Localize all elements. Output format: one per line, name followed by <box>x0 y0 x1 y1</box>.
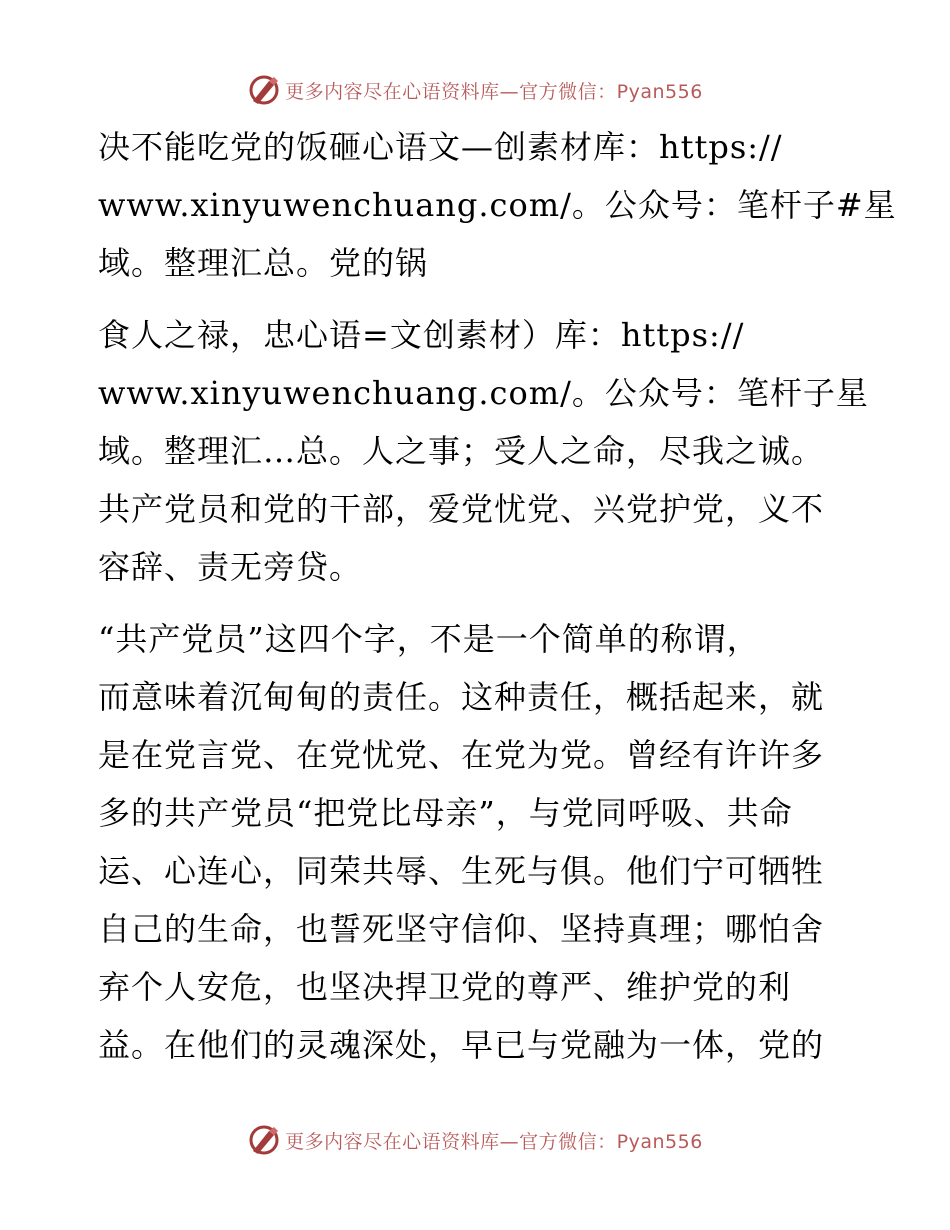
text-line: www.xinyuwenchuang.com/。公众号：笔杆子星 <box>98 374 869 412</box>
text-line: 决不能吃党的饭砸心语文—创素材库：https:// <box>98 128 783 166</box>
paragraph-3 <box>98 610 858 1074</box>
paragraph-2 <box>98 306 869 596</box>
footer-banner-text: 更多内容尽在心语资料库—官方微信：Pyan556 <box>285 1130 703 1153</box>
text-line: 自己的生命，也誓死坚守信仰、坚持真理；哪怕舍 <box>98 910 825 948</box>
text-line: 域。整理汇总。党的锅 <box>98 244 429 282</box>
text-line: 共产党员和党的干部，爱党忧党、兴党护党，义不 <box>98 490 825 528</box>
text-line: 多的共产党员“把党比母亲”，与党同呼吸、共命 <box>98 794 793 832</box>
document-body <box>98 118 897 1088</box>
text-line: 容辞、责无旁贷。 <box>98 548 363 586</box>
text-line: 域。整理汇…总。人之事；受人之命，尽我之诚。 <box>98 432 825 470</box>
text-line: “共产党员”这四个字，不是一个简单的称谓， <box>98 620 760 658</box>
header-banner-text: 更多内容尽在心语资料库—官方微信：Pyan556 <box>285 80 703 103</box>
text-line: 弃个人安危，也坚决捍卫党的尊严、维护党的利 <box>98 968 792 1006</box>
text-line: 益。在他们的灵魂深处，早已与党融为一体，党的 <box>98 1026 825 1064</box>
paragraph-1 <box>98 118 897 292</box>
footer-banner <box>0 1120 950 1160</box>
pen-seal-logo-icon <box>247 1123 281 1157</box>
pen-seal-logo-icon <box>247 73 281 107</box>
text-line: 而意味着沉甸甸的责任。这种责任，概括起来，就 <box>98 678 825 716</box>
text-line: 食人之禄，忠心语=文创素材）库：https:// <box>98 316 745 354</box>
text-line: 运、心连心，同荣共辱、生死与俱。他们宁可牺牲 <box>98 852 825 890</box>
text-line: www.xinyuwenchuang.com/。公众号：笔杆子#星 <box>98 186 897 224</box>
text-line: 是在党言党、在党忧党、在党为党。曾经有许许多 <box>98 736 825 774</box>
header-banner <box>0 70 950 110</box>
